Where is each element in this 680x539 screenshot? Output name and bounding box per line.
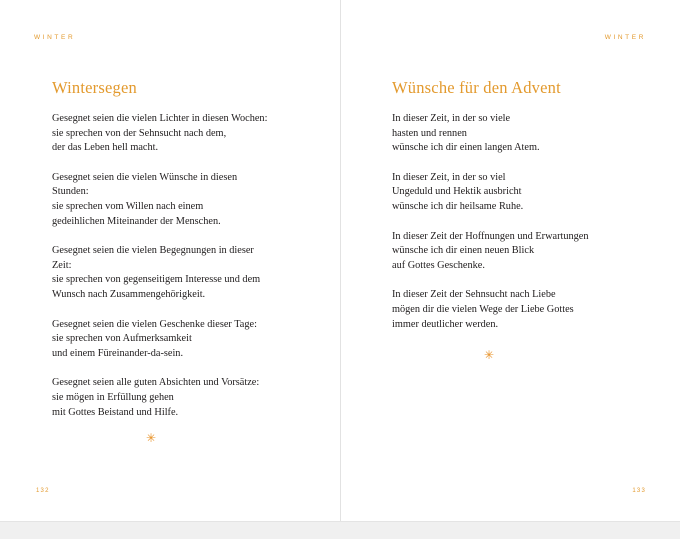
- poem-line: sie sprechen von gegenseitigem Interesse und dem: [52, 274, 261, 286]
- poem-line: wünsche ich dir heilsame Ruhe.: [392, 200, 524, 212]
- page-right: [340, 0, 680, 539]
- poem-line: Gesegnet seien die vielen Geschenke dieser Tage:: [52, 318, 257, 330]
- stanza: [52, 112, 302, 156]
- poem-line: gedeihlichen Miteinander der Menschen.: [52, 215, 221, 227]
- stanza: [392, 288, 642, 332]
- poem-line: sie sprechen von Aufmerksamkeit: [52, 333, 192, 345]
- folio-left: 132: [36, 488, 50, 494]
- poem-line: In dieser Zeit, in der so viel: [392, 171, 506, 183]
- poem-line: Gesegnet seien die vielen Lichter in diesen Wochen:: [52, 113, 268, 124]
- poem-line: sie sprechen von der Sehnsucht nach dem,: [52, 127, 227, 139]
- asterisk-ornament-icon: ✳: [484, 348, 495, 362]
- poem-line: der das Leben hell macht.: [52, 142, 159, 154]
- poem-line: Gesegnet seien alle guten Absichten und Vorsätze:: [52, 377, 260, 389]
- poem-line: In dieser Zeit der Hoffnungen und Erwartungen: [392, 230, 589, 242]
- stanza: [52, 244, 302, 302]
- poem-line: In dieser Zeit der Sehnsucht nach Liebe: [392, 289, 556, 301]
- stanza: [392, 112, 642, 156]
- poem-line: mögen dir die vielen Wege der Liebe Gottes: [392, 303, 574, 315]
- poem-line: wünsche ich dir einen langen Atem.: [392, 142, 540, 154]
- running-head-right: WINTER: [604, 34, 646, 41]
- poem-line: In dieser Zeit, in der so viele: [392, 113, 511, 124]
- page-gutter-divider: [340, 0, 341, 539]
- poem-line: auf Gottes Geschenke.: [392, 259, 485, 271]
- poem-line: und einem Füreinander-da-sein.: [52, 347, 184, 359]
- running-head-left: WINTER: [34, 34, 76, 41]
- poem-line: Gesegnet seien die vielen Begegnungen in dieser: [52, 245, 254, 257]
- poem-line: Ungeduld und Hektik ausbricht: [392, 186, 522, 198]
- poem-body-right: [392, 112, 642, 332]
- poem-line: sie sprechen vom Willen nach einem: [52, 200, 204, 212]
- stanza: [52, 318, 302, 362]
- poem-line: Gesegnet seien die vielen Wünsche in diesen: [52, 171, 238, 183]
- stanza: [52, 376, 302, 420]
- asterisk-ornament-icon: ✳: [146, 431, 157, 445]
- poem-line: wünsche ich dir einen neuen Blick: [392, 245, 535, 257]
- stanza: [392, 230, 642, 274]
- poem-line: Wunsch nach Zusammengehörigkeit.: [52, 288, 206, 300]
- page-title-right: Wünsche für den Advent: [392, 78, 561, 97]
- poem-line: immer deutlicher werden.: [392, 318, 499, 330]
- poem-line: Stunden:: [52, 186, 89, 198]
- stanza: [52, 171, 302, 229]
- page-title-left: Wintersegen: [52, 78, 137, 97]
- bottom-band: [0, 521, 680, 539]
- poem-line: mit Gottes Beistand und Hilfe.: [52, 406, 179, 418]
- stanza: [392, 171, 642, 215]
- poem-line: hasten und rennen: [392, 127, 467, 139]
- folio-right: 133: [632, 488, 646, 494]
- poem-line: Zeit:: [52, 259, 72, 271]
- poem-body-left: [52, 112, 302, 420]
- poem-line: sie mögen in Erfüllung gehen: [52, 391, 174, 403]
